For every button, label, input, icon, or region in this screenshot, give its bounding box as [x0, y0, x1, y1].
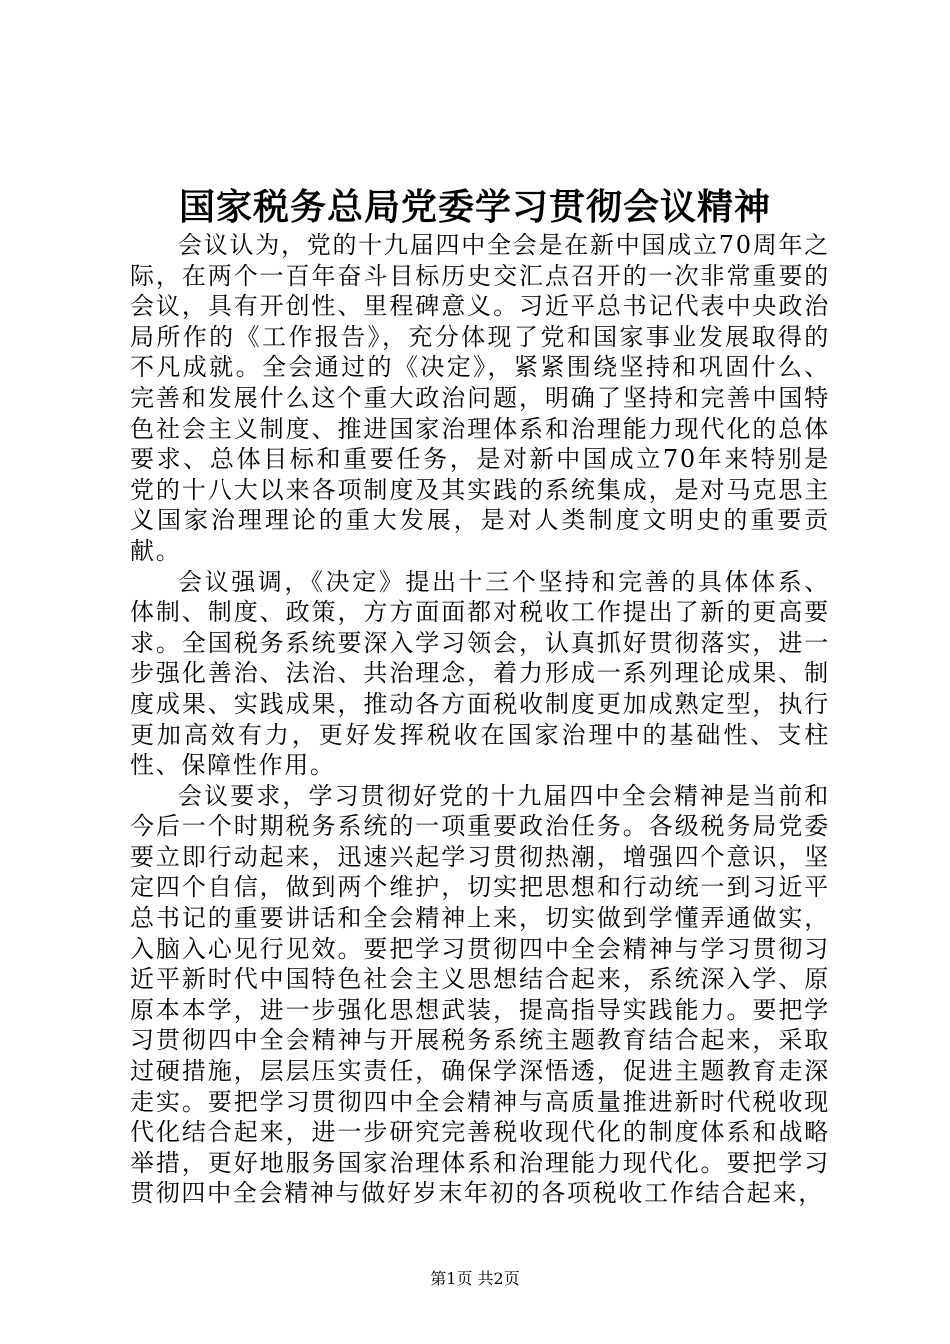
- document-title: 国家税务总局党委学习贯彻会议精神: [178, 186, 771, 228]
- paragraph-2: 会议强调，《决定》提出十三个坚持和完善的具体体系、体制、制度、政策，方方面面都对税收工作提出了新的更高要求。全国税务系统要深入学习领会，认真抓好贯彻落实，进一步强化善治、法治、共治理念，着力形成一系列理论成果、制度成果、实践成果，推动各方面税收制度更加成熟定型，执行更加高效有力，更好发挥税收在国家治理中的基础性、支柱性、保障性作用。: [130, 567, 830, 780]
- document-body: [130, 230, 830, 1209]
- paragraph-1: 会议认为，党的十九届四中全会是在新中国成立70周年之际，在两个一百年奋斗目标历史交汇点召开的一次非常重要的会议，具有开创性、里程碑意义。习近平总书记代表中央政治局所作的《工作报告》，充分体现了党和国家事业发展取得的不凡成就。全会通过的《决定》，紧紧围绕坚持和巩固什么、完善和发展什么这个重大政治问题，明确了坚持和完善中国特色社会主义制度、推进国家治理体系和治理能力现代化的总体要求、总体目标和重要任务，是对新中国成立70年来特别是党的十八大以来各项制度及其实践的系统集成，是对马克思主义国家治理理论的重大发展，是对人类制度文明史的重要贡献。: [130, 231, 830, 565]
- paragraph-3: 会议要求，学习贯彻好党的十九届四中全会精神是当前和今后一个时期税务系统的一项重要政治任务。各级税务局党委要立即行动起来，迅速兴起学习贯彻热潮，增强四个意识，坚定四个自信，做到两个维护，切实把思想和行动统一到习近平总书记的重要讲话和全会精神上来，切实做到学懂弄通做实，入脑入心见行见效。要把学习贯彻四中全会精神与学习贯彻习近平新时代中国特色社会主义思想结合起来，系统深入学、原原本本学，进一步强化思想武装，提高指导实践能力。要把学习贯彻四中全会精神与开展税务系统主题教育结合起来，采取过硬措施，层层压实责任，确保学深悟透，促进主题教育走深走实。要把学习贯彻四中全会精神与高质量推进新时代税收现代化结合起来，进一步研究完善税收现代化的制度体系和战略举措，更好地服务国家治理体系和治理能力现代化。要把学习贯彻四中全会精神与做好岁末年初的各项税收工作结合起来，: [130, 781, 830, 1208]
- page-number-footer: 第1页 共2页: [430, 1269, 520, 1288]
